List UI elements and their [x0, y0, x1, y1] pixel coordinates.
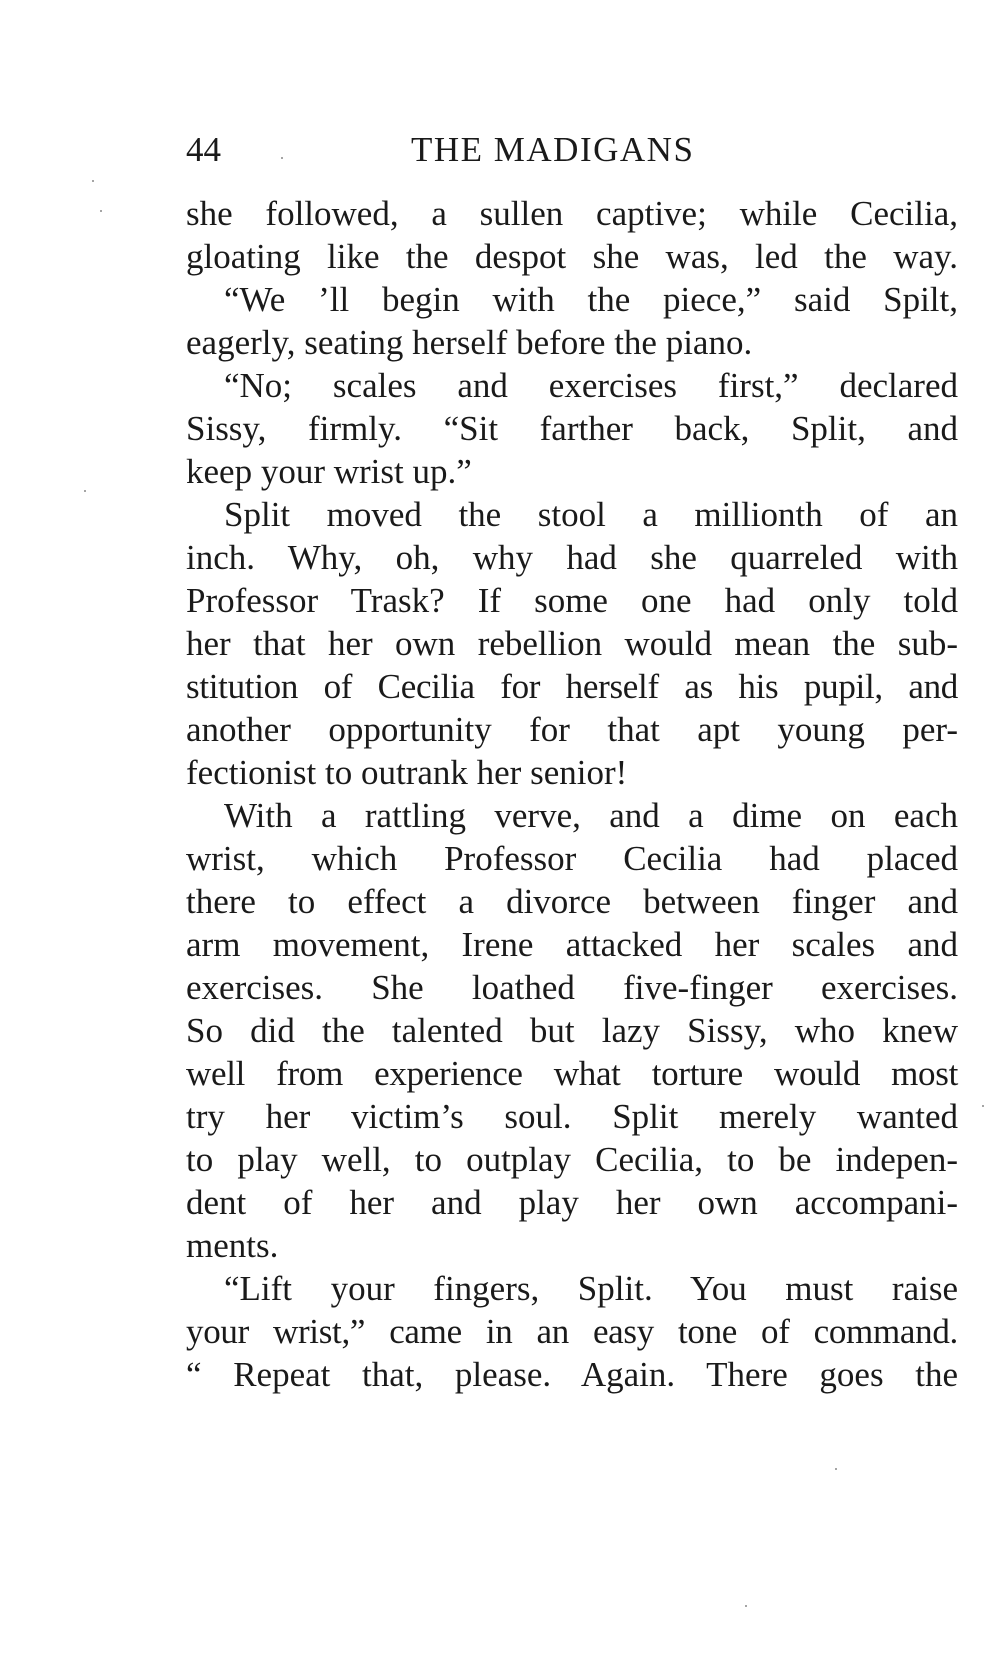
text-line: eagerly, seating herself before the piano.	[186, 323, 753, 362]
text-line: keep your wrist up.”	[186, 452, 472, 491]
text-line: try her victim’s soul. Split merely wanted	[186, 1097, 958, 1136]
paper-speck	[84, 490, 86, 492]
text-line: With a rattling verve, and a dime on each	[224, 796, 958, 835]
text-line: well from experience what torture would most	[186, 1054, 958, 1093]
paper-speck	[982, 1105, 984, 1107]
text-line: to play well, to outplay Cecilia, to be indepen-	[186, 1140, 958, 1179]
text-line: stitution of Cecilia for herself as his pupil, and	[186, 667, 958, 706]
text-line: she followed, a sullen captive; while Cecilia,	[186, 194, 958, 233]
text-line: wrist, which Professor Cecilia had placed	[186, 839, 958, 878]
body-text	[186, 192, 958, 1396]
text-line: fectionist to outrank her senior!	[186, 753, 628, 792]
text-line: gloating like the despot she was, led the way.	[186, 237, 958, 276]
paper-speck	[835, 1468, 837, 1470]
text-line: exercises. She loathed five-finger exercises.	[186, 968, 958, 1007]
text-line: “ Repeat that, please. Again. There goes the	[186, 1355, 958, 1394]
running-head	[186, 128, 958, 172]
text-line: ments.	[186, 1226, 279, 1265]
text-line: So did the talented but lazy Sissy, who knew	[186, 1011, 958, 1050]
text-line: “No; scales and exercises first,” declared	[224, 366, 958, 405]
paper-speck	[745, 1605, 747, 1607]
text-line: another opportunity for that apt young per-	[186, 710, 958, 749]
text-line: “We ’ll begin with the piece,” said Spilt,	[224, 280, 958, 319]
page-number: 44	[186, 130, 221, 169]
text-line: “Lift your fingers, Split. You must raise	[224, 1269, 958, 1308]
text-line: Professor Trask? If some one had only told	[186, 581, 958, 620]
paper-speck	[100, 210, 102, 212]
text-line: inch. Why, oh, why had she quarreled with	[186, 538, 958, 577]
paper-speck	[92, 180, 94, 182]
text-line: arm movement, Irene attacked her scales and	[186, 925, 958, 964]
running-title: THE MADIGANS	[411, 130, 695, 169]
text-line: dent of her and play her own accompani-	[186, 1183, 958, 1222]
text-line: her that her own rebellion would mean the sub-	[186, 624, 958, 663]
paper-speck	[281, 157, 283, 159]
text-line: your wrist,” came in an easy tone of command.	[186, 1312, 958, 1351]
text-line: Split moved the stool a millionth of an	[224, 495, 958, 534]
text-line: there to effect a divorce between finger and	[186, 882, 958, 921]
text-line: Sissy, firmly. “Sit farther back, Split, and	[186, 409, 958, 448]
